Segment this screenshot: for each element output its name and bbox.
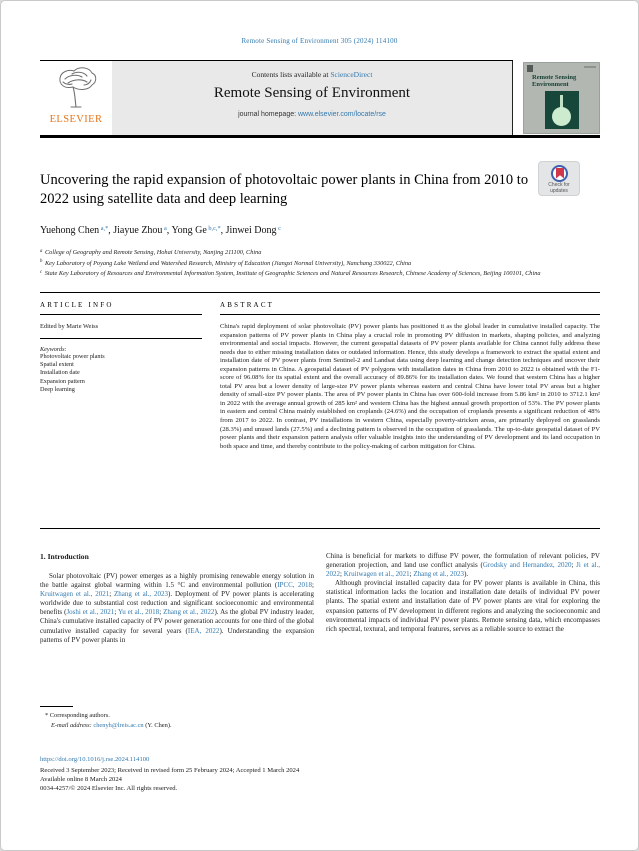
text-segment: (Y. Chen).	[143, 721, 172, 729]
citation-link[interactable]: Yu et al., 2018	[117, 608, 160, 617]
badge-label: Check for updates	[548, 182, 570, 194]
divider	[220, 314, 600, 315]
footnote	[40, 706, 360, 730]
intro-heading: 1. Introduction	[40, 552, 89, 561]
citation-link[interactable]: Kruitwagen et al., 2021	[40, 590, 110, 599]
article-title: Uncovering the rapid expansion of photovoltaic power plants in China from 2010 to 2022 using satellite data and deep learning	[40, 172, 529, 207]
abstract-text: China's rapid deployment of solar photovoltaic (PV) power plants has positioned it as the global leader in cumulative installed capacity. The expansion patterns of PV power plants in China play a crucial role in promoting PV diffusion in markets, shaping policies, and analyzing environmental and social impacts. However, the current geospatial datasets of PV power plants available for China cannot fully address these needs due to either missing installation dates or outdated information. Hence, this study develops a framework to extract the spatial extent and installation date of PV power plants from Sentinel-2 and Landsat data using deep learning and change detection techniques and uncover their expansion patterns in China. A geospatial dataset of PV polygons with installation dates in China from 2010 to 2022 is obtained with the F1-score of 96.08% for its spatial extent and the overall accuracy of 89.86% for its installation dates. We found that western China has a higher total PV area but a lower density of large-size PV power plants whereas eastern and central China have lower total PV areas but a higher density of small-size PV power plants. The area of PV power plants in China has over 600-fold increase from 5.86 km² in 2010 to 3712.1 km² in 2022 with the average annual growth of 285 km² and western China has the highest annual growth proportion of 53%. The PV power plants in eastern and central China mainly established on croplands (24.6%) and the occupation of croplands presents a significant reduction of 48% from 2017 to 2022. In contrast, PV installations in western China, especially poverty-stricken areas, are primarily deployed on grasslands (28.3%) and unused lands (27.5%) and a declining pattern is observed in the occupation of grasslands. The up-to-date geospatial dataset of PV power plants and their expansion pattern analysis offer valuable insights into the understanding of PV development and its land occupation in both space and time, and thereby contribute to the policy-making of carbon mitigation for China.	[220, 323, 600, 450]
author-superscript: c	[276, 224, 281, 232]
masthead	[40, 60, 600, 138]
author-name: Yong Ge	[171, 225, 207, 236]
text-segment: ;	[159, 608, 164, 617]
body-columns	[40, 552, 600, 645]
text-segment: ). Deployment of PV power plants is accelerating worldwide due to substantial cost reduction and significant socioeconomic and environmental benefits (	[40, 590, 314, 617]
intro-right-column	[326, 552, 600, 645]
keyword-item: Installation date	[40, 369, 80, 377]
citation-link[interactable]: chenyh@lreis.ac.cn	[93, 721, 144, 729]
info-abstract-block	[40, 301, 600, 451]
footnote-divider	[40, 706, 73, 707]
masthead-band	[40, 61, 513, 135]
article-info-header: ARTICLE INFO	[40, 301, 114, 309]
update-badge-icon	[551, 165, 568, 182]
bookmark-icon	[556, 168, 564, 179]
homepage-prefix: journal homepage:	[238, 111, 298, 118]
intro-left-paragraphs	[40, 572, 314, 645]
citation-link[interactable]: IPCC, 2018	[277, 581, 313, 590]
abstract-section	[220, 301, 600, 451]
affiliation-line: $^c$ State Key Laboratory of Resources and Environmental Information System, Institute of Geographic Sciences and Natural Resources Research, Chinese Academy of Sciences, Beijing 100101, China	[40, 269, 541, 277]
affiliation-line: $^a$ College of Geography and Remote Sensing, Hohai University, Nanjing 211100, China	[40, 248, 262, 256]
contents-line	[112, 70, 512, 79]
citation-link[interactable]: Ji et al., 2022	[326, 561, 600, 579]
intro-right-paragraphs	[326, 552, 600, 634]
elsevier-logo	[40, 61, 112, 135]
corresponding-note: * Corresponding authors.	[45, 712, 110, 719]
author-superscript: a,*	[99, 224, 109, 232]
cover-volume-mark	[584, 66, 596, 68]
elsevier-tree-icon	[51, 65, 101, 109]
citation-link[interactable]: IEA, 2022	[187, 626, 220, 635]
journal-cover	[523, 62, 600, 134]
cover-title-line2: Environment	[532, 81, 569, 88]
divider	[40, 292, 600, 293]
text-segment: ;	[109, 590, 114, 599]
authors-line: Yuehong Chen $^{a,*}$, Jiayue Zhou $^a$, Yong Ge $^{b,c,*}$, Jinwei Dong $^c$	[40, 224, 281, 236]
divider	[40, 528, 600, 529]
keyword-item: Deep learning	[40, 385, 75, 393]
divider	[40, 135, 600, 138]
text-segment: ;	[114, 608, 118, 617]
cover-title	[532, 74, 576, 88]
text-segment: ;	[409, 570, 414, 579]
available-line: Available online 8 March 2024	[40, 776, 122, 783]
check-for-updates-badge[interactable]	[538, 161, 580, 196]
masthead-journal-title: Remote Sensing of Environment	[213, 85, 411, 101]
text-segment: ). As the global PV industry leader, China's cumulative installed capacity of PV power generation accounts for one third of the global cumulative installed capacity for several years (	[40, 608, 314, 635]
text-segment: ;	[340, 570, 344, 579]
author-superscript: b,c,*	[206, 224, 221, 232]
intro-left-column	[40, 552, 314, 645]
journal-ref: Remote Sensing of Environment 305 (2024) 114100	[241, 37, 398, 45]
homepage-link[interactable]: www.elsevier.com/locate/rse	[298, 111, 386, 118]
author-name: Yuehong Chen	[40, 225, 100, 236]
cover-art-bulb	[552, 107, 571, 126]
author-name: Jinwei Dong	[225, 225, 277, 236]
article-info-section	[40, 301, 202, 451]
bottom-block	[40, 755, 600, 793]
affiliation-superscript: b	[40, 259, 43, 264]
affiliations	[40, 248, 598, 280]
affiliation-superscript: c	[40, 269, 43, 275]
citation-link[interactable]: Zhang et al., 2023	[114, 590, 169, 599]
homepage-line	[112, 111, 512, 118]
received-line: Received 3 September 2023; Received in revised form 25 February 2024; Accepted 1 March 2024	[40, 766, 300, 774]
sciencedirect-link[interactable]: ScienceDirect	[330, 70, 373, 79]
affiliation-superscript: a	[40, 248, 43, 254]
cover-crest-icon	[527, 65, 533, 72]
cover-art	[545, 91, 579, 129]
cover-title-line1: Remote Sensing	[532, 74, 577, 81]
copyright-line: 0034-4257/© 2024 Elsevier Inc. All rights reserved.	[40, 784, 178, 792]
keyword-item: Expansion pattern	[40, 377, 85, 385]
keywords-label: Keywords:	[40, 346, 67, 353]
keyword-item: Spatial extent	[40, 361, 74, 369]
author-name: Jiayue Zhou	[113, 225, 163, 236]
paragraph	[40, 572, 314, 645]
citation-link[interactable]: Kruitwagen et al., 2021	[343, 570, 410, 579]
text-segment: ). Understanding the expansion patterns of PV power plants in	[40, 626, 315, 644]
text-segment: China is beneficial for markets to diffuse PV power, the formulation of relevant policies, PV generation projection, and land use conflict analysis (	[326, 552, 600, 570]
text-segment: Solar photovoltaic (PV) power emerges as a highly promising renewable energy solution in the battle against global warming within 1.5 °C and environmental pollution (	[40, 572, 314, 590]
citation-link[interactable]: Joshi et al., 2021	[66, 608, 115, 617]
abstract-header: ABSTRACT	[220, 301, 275, 309]
masthead-center	[112, 61, 512, 135]
keyword-item: Photovoltaic power plants	[40, 353, 105, 360]
citation-link[interactable]: Zhang et al., 2023	[413, 570, 465, 579]
keywords-list	[40, 353, 202, 394]
elsevier-wordmark: ELSEVIER	[49, 114, 103, 125]
email-line	[40, 721, 360, 731]
text-segment: ).	[464, 570, 469, 579]
doi-link[interactable]: https://doi.org/10.1016/j.rse.2024.114100	[40, 756, 150, 763]
citation-link[interactable]: Grodsky and Hernandez, 2020	[482, 561, 572, 570]
contents-line-prefix: Contents lists available at	[251, 70, 331, 79]
author-superscript: a	[162, 224, 167, 232]
affiliation-line: $^b$ Key Laboratory of Poyang Lake Wetland and Watershed Research, Ministry of Education (Jiangxi Normal University), Nanchang 330022, China	[40, 259, 412, 267]
edited-by: Edited by Marie Weiss	[40, 323, 99, 330]
divider	[40, 314, 202, 315]
divider	[40, 338, 202, 339]
text-segment: ;	[312, 581, 314, 590]
paragraph	[326, 552, 600, 579]
text-segment: E-mail address:	[51, 721, 94, 729]
paragraph	[326, 579, 600, 634]
citation-link[interactable]: Zhang et al., 2022	[163, 608, 215, 617]
text-segment: ;	[571, 561, 577, 570]
text-segment: Although provincial installed capacity data for PV power plants is available in China, this statistical information lacks the location and installation date details of individual PV power plants. The spatial extent and installation date of PV power plants are vital for exploring the expansion patterns of PV development in different regions and analyzing the socioeconomic and environmental impacts of individual PV power plants. Remote sensing data, which encompasses rich spectral, textural, and temporal features, serves as a reliable source to extract the	[326, 579, 600, 633]
